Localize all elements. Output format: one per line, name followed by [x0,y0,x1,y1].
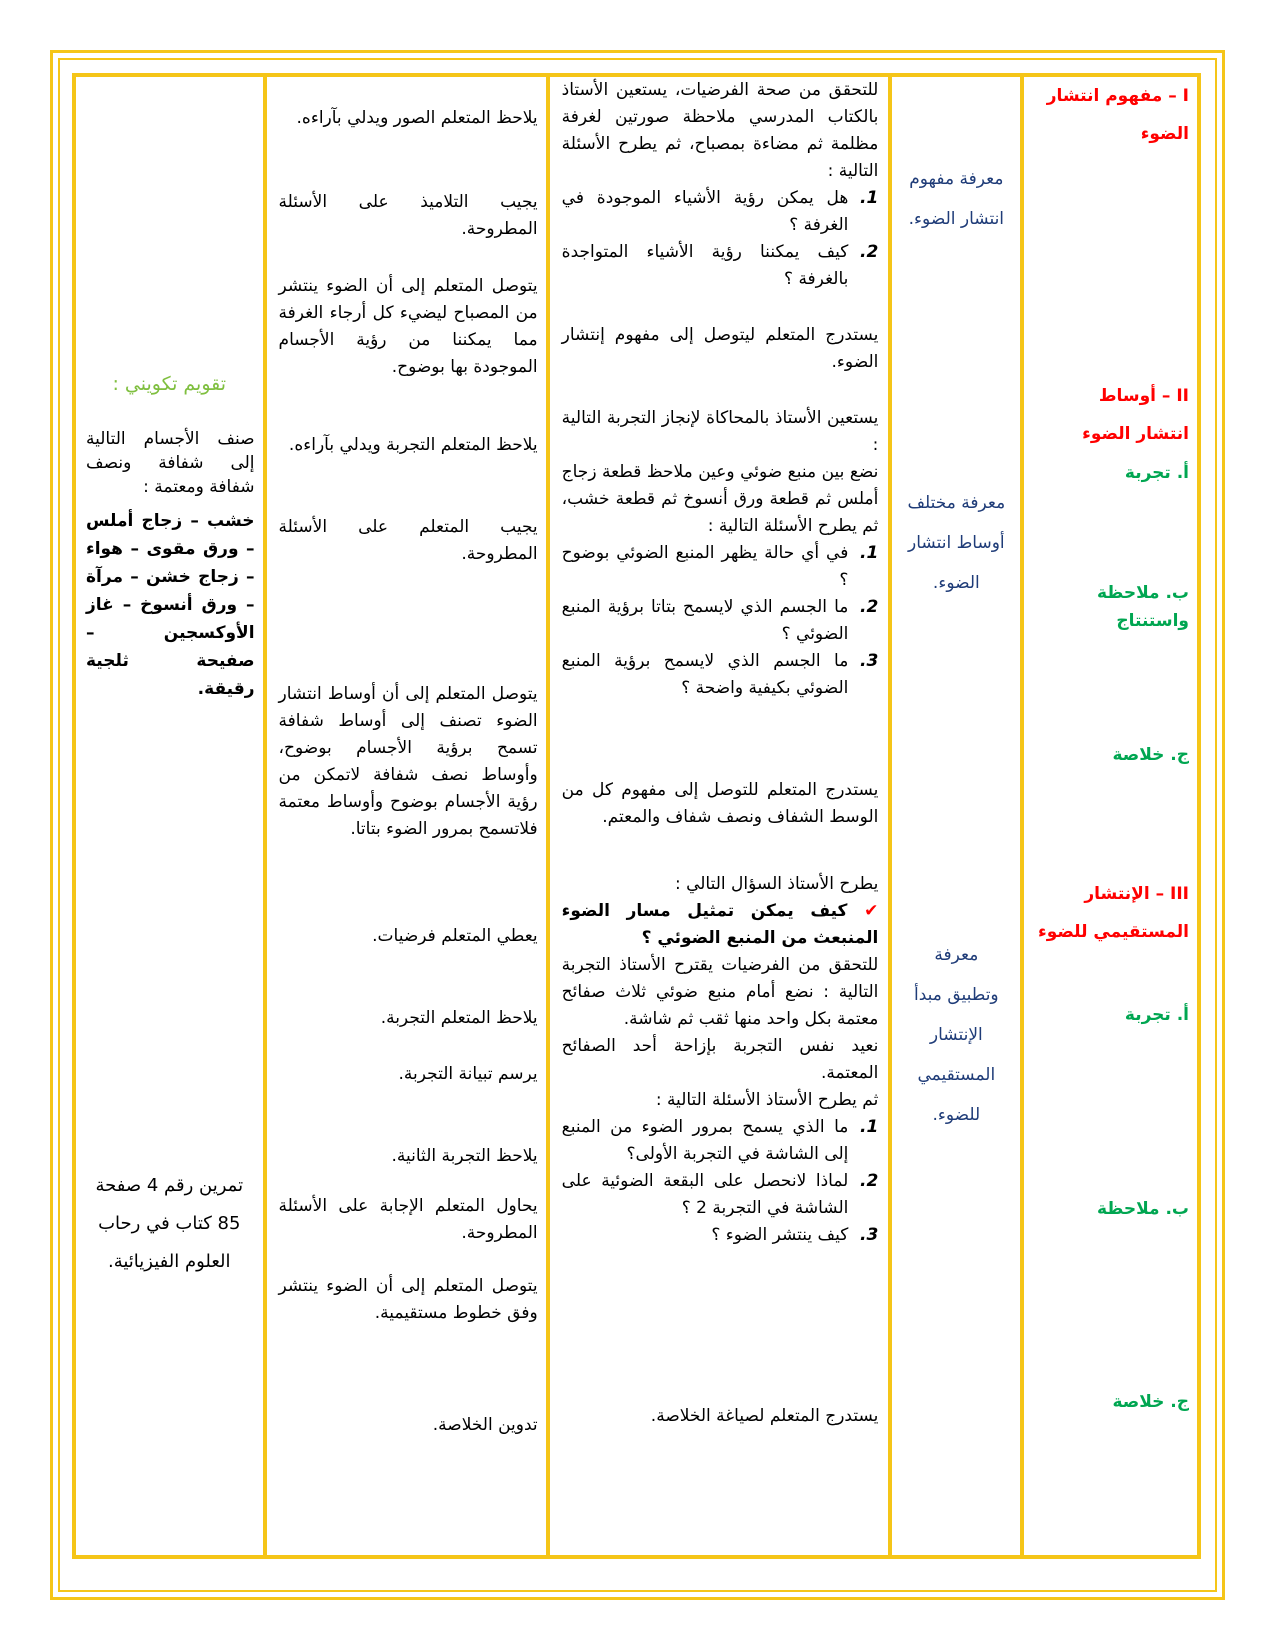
goals-column [890,75,1022,1557]
learner-3: يتوصل المتعلم إلى أن الضوء ينتشر من المصباح ليضيء كل أرجاء الغرفة مما يمكننا من رؤية الأجسام الموجودة بها بوضوح. [278,276,538,377]
teacher-1-question-2: 2. كيف يمكننا رؤية الأشياء المتواجدة بالغرفة ؟ [561,242,879,289]
teacher-2-intro: يستعين الأستاذ بالمحاكاة لإنجاز التجربة التالية : [561,408,879,455]
goal-2: معرفة مختلف أوساط انتشار الضوء. [907,493,1006,593]
lesson-table [72,73,1201,1559]
teacher-3-question-1: 1. ما الذي يسمح بمرور الضوء من المنبع إلى الشاشة في التجربة الأولى؟ [561,1117,879,1164]
section-3-experiment: أ. تجربة [1124,1005,1189,1025]
teacher-3-question-2: 2. لماذا لانحصل على البقعة الضوئية على الشاشة في التجربة 2 ؟ [561,1171,879,1218]
learner-activities-column [265,75,548,1557]
teacher-1-question-1: 1. هل يمكن رؤية الأشياء الموجودة في الغرفة ؟ [561,188,879,235]
evaluation-intro: صنف الأجسام التالية إلى شفافة ونصف شفافة ومعتمة : [86,429,255,497]
evaluation-items: خشب – زجاج أملس – ورق مقوى – هواء – زجاج خشن – مرآة – ورق أنسوخ – غاز الأوكسجين – صفيحة ثلجية رقيقة. [86,511,255,699]
section-2-conclusion: ج. خلاصة [1112,745,1189,765]
section-1-title: I – مفهوم انتشار الضوء [1046,86,1189,144]
teacher-activities-column [548,75,891,1557]
teacher-3-question: ✔ كيف يمكن تمثيل مسار الضوء المنبعث من المنبع الضوئي ؟ [561,901,879,948]
learner-10: يلاحظ التجربة الثانية. [391,1146,538,1166]
learner-7: يعطي المتعلم فرضيات. [372,926,538,946]
learner-9: يرسم تبيانة التجربة. [398,1064,538,1084]
section-2-experiment: أ. تجربة [1124,463,1189,483]
section-3-observation: ب. ملاحظة [1096,1199,1189,1219]
learner-8: يلاحظ المتعلم التجربة. [380,1008,538,1028]
evaluation-column [74,75,265,1557]
teacher-2-question-1: 1. في أي حالة يظهر المنبع الضوئي بوضوح ؟ [561,543,879,590]
teacher-1-intro: للتحقق من صحة الفرضيات، يستعين الأستاذ بالكتاب المدرسي ملاحظة صورتين لغرفة مظلمة ثم مضاءة بمصباح، ثم يطرح الأسئلة التالية : [561,80,879,181]
teacher-2-description: نضع بين منبع ضوئي وعين ملاحظ قطعة زجاج أملس ثم قطعة ورق أنسوخ ثم قطعة خشب، ثم يطرح الأسئلة التالية : [561,462,879,536]
evaluation-exercise: تمرين رقم 4 صفحة 85 كتاب في رحاب العلوم الفيزيائية. [95,1175,244,1272]
teacher-3-paragraph-3: ثم يطرح الأستاذ الأسئلة التالية : [655,1090,879,1110]
learner-12: يتوصل المتعلم إلى أن الضوء ينتشر وفق خطوط مستقيمية. [278,1276,538,1323]
learner-2: يجيب التلاميذ على الأسئلة المطروحة. [278,192,538,239]
goal-3: معرفة وتطبيق مبدأ الإنتشار المستقيمي للضوء. [914,945,999,1125]
learner-6: يتوصل المتعلم إلى أن أوساط انتشار الضوء تصنف إلى أوساط شفافة تسمح برؤية الأجسام بوضوح، وأوساط نصف شفافة لاتمكن من رؤية الأجسام بوضوح وأوساط معتمة فلاتسمح بمرور الضوء بتاتا. [278,684,538,839]
goal-1: معرفة مفهوم انتشار الضوء. [908,169,1005,229]
teacher-2-outcome: يستدرج المتعلم للتوصل إلى مفهوم كل من الوسط الشفاف ونصف شفاف والمعتم. [561,780,879,827]
section-3-conclusion: ج. خلاصة [1112,1392,1189,1412]
learner-5: يجيب المتعلم على الأسئلة المطروحة. [278,517,538,564]
learner-4: يلاحظ المتعلم التجربة ويدلي بآراءه. [288,435,538,455]
learner-13: تدوين الخلاصة. [432,1415,538,1435]
evaluation-title: تقويم تكويني : [112,373,227,395]
teacher-3-intro: يطرح الأستاذ السؤال التالي : [674,874,879,894]
section-2-observation: ب. ملاحظة واستنتاج [1096,583,1189,631]
learner-11: يحاول المتعلم الإجابة على الأسئلة المطروحة. [278,1196,538,1243]
teacher-1-outcome: يستدرج المتعلم ليتوصل إلى مفهوم إنتشار الضوء. [561,325,879,372]
teacher-3-question-3: 3. كيف ينتشر الضوء ؟ [711,1225,879,1245]
section-3-title: III – الإنتشار المستقيمي للضوء [1038,884,1189,942]
teacher-3-outcome: يستدرج المتعلم لصياغة الخلاصة. [650,1406,879,1426]
teacher-3-paragraph-2: نعيد نفس التجربة بإزاحة أحد الصفائح المعتمة. [561,1036,879,1083]
section-2-title: II – أوساط انتشار الضوء [1082,386,1189,444]
learner-1: يلاحظ المتعلم الصور ويدلي بآراءه. [296,108,538,128]
teacher-2-question-3: 3. ما الجسم الذي لايسمح برؤية المنبع الضوئي بكيفية واضحة ؟ [561,651,879,698]
sections-column [1022,75,1199,1557]
teacher-2-question-2: 2. ما الجسم الذي لايسمح بتاتا برؤية المنبع الضوئي ؟ [561,597,879,644]
teacher-3-paragraph-1: للتحقق من الفرضيات يقترح الأستاذ التجربة التالية : نضع أمام منبع ضوئي ثلاث صفائح معتمة بكل واحد منها ثقب ثم شاشة. [561,955,879,1029]
check-icon: ✔ [864,901,879,921]
